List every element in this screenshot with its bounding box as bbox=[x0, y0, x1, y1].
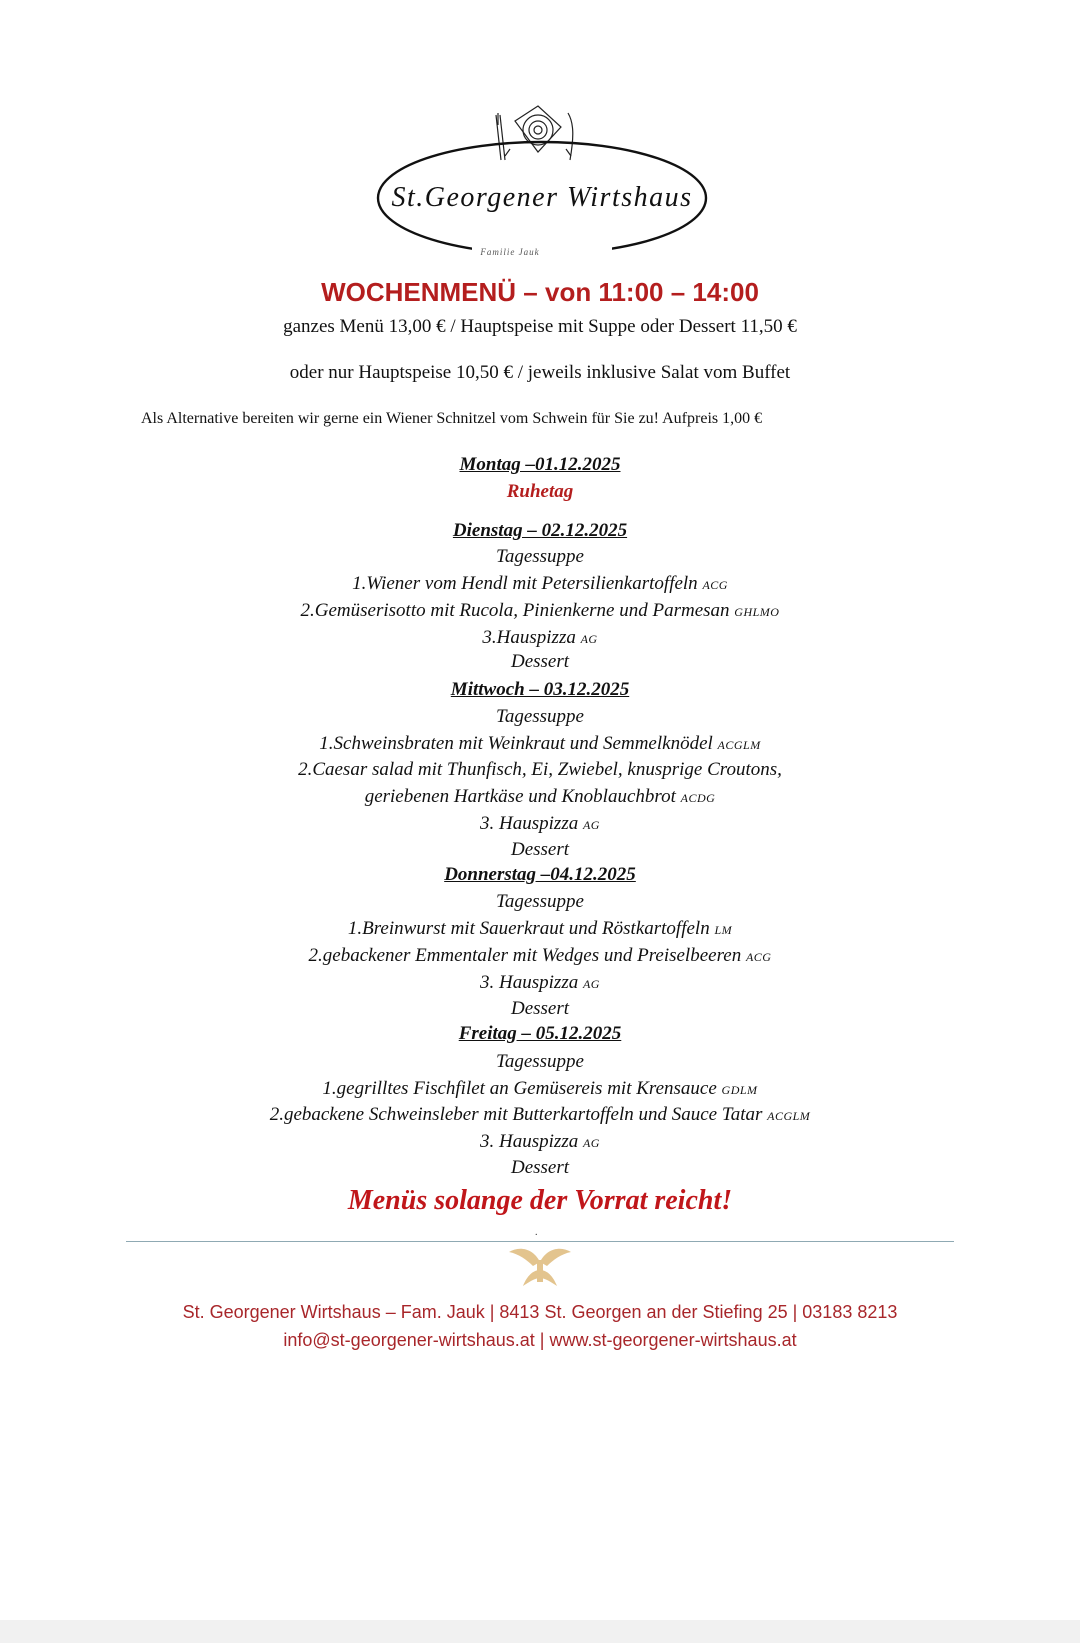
logo-name: St.Georgener Wirtshaus bbox=[391, 182, 693, 213]
footer-contact bbox=[0, 1327, 1080, 1353]
footer-address: St. Georgener Wirtshaus – Fam. Jauk | 8413 St. Georgen an der Stiefing 25 | 03183 8213 bbox=[182, 1302, 898, 1322]
gold-leaf-ornament-icon bbox=[505, 1244, 575, 1288]
rest-day-note: Ruhetag bbox=[506, 481, 574, 502]
dish-thursday-3: 3. Hauspizza AG bbox=[480, 972, 600, 993]
allergens: GDLM bbox=[721, 1083, 758, 1097]
dish-tuesday-3: 3.Hauspizza AG bbox=[482, 627, 598, 648]
logo-tagline: Familie Jauk bbox=[480, 247, 540, 257]
restaurant-logo bbox=[360, 105, 720, 275]
divider-dot: . bbox=[535, 1227, 538, 1238]
day-title-wednesday: Mittwoch – 03.12.2025 bbox=[450, 679, 630, 700]
alternative-offer: Als Alternative bereiten wir gerne ein Wiener Schnitzel vom Schwein für Sie zu! Aufpreis 1,00 € bbox=[141, 410, 763, 427]
footer-divider bbox=[126, 1241, 954, 1242]
day-title-tuesday: Dienstag – 02.12.2025 bbox=[452, 520, 628, 541]
day-title-thursday: Donnerstag –04.12.2025 bbox=[444, 864, 636, 885]
allergens: ACG bbox=[745, 950, 772, 964]
dessert-wednesday: Dessert bbox=[510, 839, 570, 860]
dessert-thursday: Dessert bbox=[510, 998, 570, 1019]
footer-separator: | bbox=[539, 1330, 545, 1350]
soup-tuesday: Tagessuppe bbox=[496, 546, 584, 567]
price-line-1: ganzes Menü 13,00 € / Hauptspeise mit Suppe oder Dessert 11,50 € bbox=[283, 316, 797, 337]
allergens: ACG bbox=[702, 578, 728, 592]
dessert-tuesday: Dessert bbox=[510, 651, 570, 672]
allergens: ACGLM bbox=[767, 1109, 811, 1123]
plate-cutlery-icon bbox=[496, 106, 573, 160]
menu-title: WOCHENMENÜ – von 11:00 – 14:00 bbox=[321, 277, 759, 307]
allergens: AG bbox=[582, 1136, 600, 1150]
dish-tuesday-2: 2.Gemüserisotto mit Rucola, Pinienkerne und Parmesan GHLMO bbox=[300, 600, 780, 621]
footer-email-link[interactable]: info@st-georgener-wirtshaus.at bbox=[283, 1330, 535, 1350]
allergens: LM bbox=[714, 923, 733, 937]
allergens: GHLMO bbox=[734, 605, 780, 619]
footer-website-link[interactable]: www.st-georgener-wirtshaus.at bbox=[549, 1330, 797, 1350]
allergens: AG bbox=[582, 818, 600, 832]
price-line-2: oder nur Hauptspeise 10,50 € / jeweils inklusive Salat vom Buffet bbox=[289, 362, 791, 383]
dessert-friday: Dessert bbox=[510, 1157, 570, 1178]
dish-friday-1: 1.gegrilltes Fischfilet an Gemüsereis mit Krensauce GDLM bbox=[322, 1078, 758, 1099]
dish-wednesday-2: 2.Caesar salad mit Thunfisch, Ei, Zwiebel, knusprige Croutons, bbox=[298, 759, 782, 780]
allergens: AG bbox=[580, 632, 598, 646]
dish-wednesday-1: 1.Schweinsbraten mit Weinkraut und Semmelknödel ACGLM bbox=[319, 733, 761, 754]
bottom-band bbox=[0, 1620, 1080, 1643]
dish-wednesday-3: 3. Hauspizza AG bbox=[480, 813, 600, 834]
allergens: AG bbox=[582, 977, 600, 991]
day-title-friday: Freitag – 05.12.2025 bbox=[458, 1023, 622, 1044]
soup-wednesday: Tagessuppe bbox=[496, 706, 584, 727]
dish-wednesday-2-cont: geriebenen Hartkäse und Knoblauchbrot ACDG bbox=[364, 786, 716, 807]
soup-friday: Tagessuppe bbox=[496, 1051, 584, 1072]
dish-friday-2: 2.gebackene Schweinsleber mit Butterkartoffeln und Sauce Tatar ACGLM bbox=[269, 1104, 811, 1125]
dish-thursday-1: 1.Breinwurst mit Sauerkraut und Röstkartoffeln LM bbox=[347, 918, 733, 939]
dish-tuesday-1: 1.Wiener vom Hendl mit Petersilienkartoffeln ACG bbox=[352, 573, 728, 594]
closing-note: Menüs solange der Vorrat reicht! bbox=[347, 1185, 733, 1216]
dish-thursday-2: 2.gebackener Emmentaler mit Wedges und Preiselbeeren ACG bbox=[308, 945, 772, 966]
soup-thursday: Tagessuppe bbox=[496, 891, 584, 912]
dish-friday-3: 3. Hauspizza AG bbox=[480, 1131, 600, 1152]
day-title-monday: Montag –01.12.2025 bbox=[459, 454, 621, 475]
allergens: ACGLM bbox=[717, 738, 761, 752]
allergens: ACDG bbox=[680, 791, 716, 805]
